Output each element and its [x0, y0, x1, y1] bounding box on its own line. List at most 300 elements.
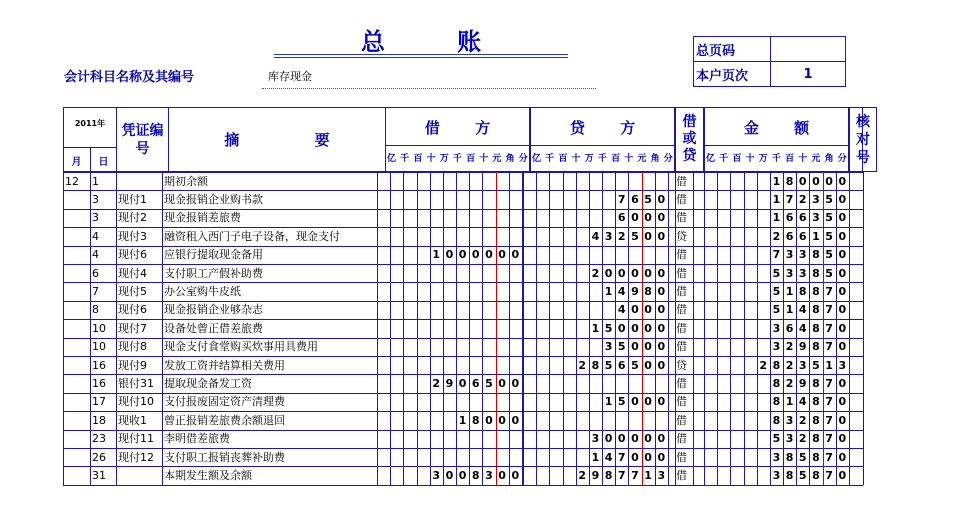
debit-digit: 8 [471, 468, 480, 482]
balance-digit-divider [730, 172, 731, 485]
debit-unit-11: 分 [518, 154, 528, 164]
balance-digit: 5 [825, 266, 833, 280]
row-summary[interactable]: 李明借差旅费 [164, 432, 230, 446]
row-voucher[interactable]: 现收1 [118, 413, 147, 427]
credit-digit: 5 [604, 358, 613, 372]
balance-digit: 5 [825, 248, 833, 262]
row-day[interactable]: 7 [92, 284, 99, 298]
balance-digit: 8 [812, 248, 820, 262]
balance-digit: 0 [838, 192, 847, 206]
balance-digit: 1 [785, 303, 794, 317]
row-summary[interactable]: 现金报销企业够杂志 [164, 303, 263, 317]
debit-digit-divider [443, 172, 444, 485]
total-page-label: 总页码 [694, 37, 771, 62]
credit-digit: 8 [644, 284, 652, 298]
credit-digit-divider [549, 172, 550, 485]
row-summary[interactable]: 支付报废固定资产清理费 [164, 395, 285, 409]
debit-digit: 0 [498, 468, 506, 482]
column-divider [90, 172, 91, 485]
balance-digit: 5 [825, 229, 833, 243]
debit-header-divider [385, 145, 530, 146]
row-direction[interactable]: 借 [676, 413, 687, 427]
credit-digit: 3 [657, 468, 666, 482]
balance-digit: 0 [838, 229, 847, 243]
column-divider [863, 172, 864, 485]
credit-digit: 6 [617, 358, 626, 372]
credit-digit: 3 [604, 229, 613, 243]
credit-digit: 8 [604, 468, 613, 482]
debit-digit-divider [469, 172, 470, 485]
debit-unit-5: 万 [439, 154, 449, 164]
credit-digit: 0 [644, 321, 652, 335]
balance-unit-6: 千 [771, 154, 781, 164]
credit-digit: 0 [604, 266, 613, 280]
balance-digit: 8 [772, 413, 781, 427]
credit-digit: 0 [631, 303, 639, 317]
row-summary[interactable]: 提取现金备发工资 [164, 376, 252, 390]
balance-digit: 5 [825, 211, 833, 225]
credit-header-divider [530, 145, 675, 146]
page-number-box [693, 36, 846, 87]
balance-digit: 0 [838, 284, 847, 298]
row-voucher[interactable]: 现付10 [118, 395, 154, 409]
credit-unit-2: 千 [545, 154, 555, 164]
balance-unit-8: 十 [798, 154, 808, 164]
debit-digit: 6 [471, 376, 480, 390]
debit-digit: 1 [458, 413, 467, 427]
balance-digit: 1 [772, 211, 781, 225]
balance-digit: 8 [812, 413, 820, 427]
balance-digit: 5 [798, 468, 807, 482]
balance-digit: 3 [785, 432, 794, 446]
balance-digit: 0 [838, 248, 847, 262]
balance-digit: 0 [838, 321, 847, 335]
debit-digit: 0 [471, 248, 480, 262]
credit-digit-divider [563, 172, 564, 485]
balance-digit: 3 [785, 248, 794, 262]
row-summary[interactable]: 曾正报销差旅费余额退回 [164, 413, 285, 427]
balance-unit-11: 分 [837, 154, 847, 164]
credit-digit: 0 [657, 321, 666, 335]
credit-digit: 7 [617, 192, 626, 206]
balance-digit: 8 [812, 376, 820, 390]
credit-digit: 9 [591, 468, 600, 482]
balance-digit: 7 [825, 432, 833, 446]
debit-digit: 0 [485, 248, 493, 262]
row-direction[interactable]: 贷 [676, 358, 687, 372]
balance-digit: 7 [825, 284, 833, 298]
row-day[interactable]: 10 [92, 340, 106, 354]
credit-digit: 8 [591, 358, 600, 372]
balance-digit: 3 [772, 340, 781, 354]
balance-digit: 7 [825, 321, 833, 335]
balance-digit: 7 [825, 413, 833, 427]
debit-unit-3: 百 [413, 154, 423, 164]
row-day[interactable]: 3 [92, 192, 99, 206]
row-day[interactable]: 17 [92, 395, 106, 409]
row-summary[interactable]: 设备处曾正借差旅费 [164, 321, 263, 335]
row-summary[interactable]: 现金支付食堂购买炊事用具费用 [164, 340, 318, 354]
row-voucher[interactable]: 现付3 [118, 229, 147, 243]
credit-digit: 1 [604, 284, 613, 298]
balance-digit: 0 [812, 174, 820, 188]
column-divider [116, 172, 117, 485]
balance-digit: 3 [838, 358, 847, 372]
balance-digit: 8 [798, 284, 807, 298]
row-day[interactable]: 3 [92, 211, 99, 225]
credit-digit: 0 [631, 211, 639, 225]
balance-digit-divider [757, 172, 758, 485]
ledger-title: 总 账 [360, 28, 484, 56]
credit-digit: 0 [644, 211, 652, 225]
row-direction[interactable]: 借 [676, 395, 687, 409]
credit-digit: 3 [604, 340, 613, 354]
balance-digit: 5 [798, 450, 807, 464]
credit-digit: 0 [644, 229, 652, 243]
balance-digit: 2 [785, 340, 794, 354]
balance-unit-9: 元 [811, 154, 821, 164]
debit-digit: 3 [485, 468, 493, 482]
title-underline-2 [274, 57, 568, 58]
debit-digit: 5 [485, 376, 493, 390]
row-month[interactable]: 12 [65, 174, 79, 188]
debit-unit-9: 元 [492, 154, 502, 164]
credit-unit-9: 元 [637, 154, 647, 164]
balance-unit-4: 十 [745, 154, 755, 164]
balance-digit: 3 [772, 321, 781, 335]
credit-unit-3: 百 [558, 154, 568, 164]
balance-digit-divider [704, 172, 705, 485]
row-voucher[interactable]: 现付5 [118, 284, 147, 298]
balance-digit-divider [849, 172, 850, 485]
balance-unit-2: 千 [719, 154, 729, 164]
credit-digit: 2 [591, 266, 600, 280]
row-direction[interactable]: 借 [676, 340, 687, 354]
check-header: 核对号 [849, 107, 877, 172]
row-voucher[interactable]: 现付9 [118, 358, 147, 372]
balance-digit: 0 [838, 211, 847, 225]
debit-digit: 2 [432, 376, 441, 390]
balance-digit: 0 [825, 174, 833, 188]
credit-digit-divider [523, 172, 524, 485]
credit-digit: 0 [631, 321, 639, 335]
credit-digit: 9 [631, 284, 639, 298]
credit-unit-7: 百 [611, 154, 621, 164]
balance-digit: 1 [812, 229, 820, 243]
credit-unit-8: 十 [624, 154, 634, 164]
credit-digit: 0 [604, 432, 613, 446]
row-day[interactable]: 23 [92, 432, 106, 446]
balance-digit: 8 [785, 450, 794, 464]
row-summary[interactable]: 办公室购牛皮纸 [164, 284, 241, 298]
balance-header: 金 额 [743, 118, 810, 137]
balance-unit-10: 角 [824, 154, 834, 164]
account-page-label: 本户页次 [694, 62, 771, 87]
row-day[interactable]: 26 [92, 450, 106, 464]
date-header-divider [63, 147, 117, 148]
debit-digit: 0 [498, 413, 506, 427]
title-underline [274, 54, 568, 55]
debit-digit-divider [456, 172, 457, 485]
debit-digit-divider [417, 172, 418, 485]
credit-digit: 7 [617, 468, 626, 482]
balance-digit: 0 [838, 468, 847, 482]
debit-digit: 0 [458, 248, 467, 262]
row-summary[interactable]: 支付职工报销丧葬补助费 [164, 450, 285, 464]
balance-digit: 3 [772, 450, 781, 464]
debit-digit-divider [377, 172, 378, 485]
credit-unit-6: 千 [597, 154, 607, 164]
credit-digit: 5 [644, 192, 652, 206]
balance-digit: 7 [825, 468, 833, 482]
balance-digit: 8 [785, 174, 794, 188]
total-page-value[interactable] [771, 37, 846, 62]
debit-unit-8: 十 [479, 154, 489, 164]
balance-digit: 0 [838, 432, 847, 446]
row-direction[interactable]: 贷 [676, 229, 687, 243]
row-summary[interactable]: 现金报销差旅费 [164, 211, 241, 225]
balance-digit-divider [717, 172, 718, 485]
account-value[interactable]: 库存现金 [268, 70, 312, 83]
balance-unit-3: 百 [732, 154, 742, 164]
balance-digit: 7 [825, 340, 833, 354]
balance-digit: 1 [785, 284, 794, 298]
row-day[interactable]: 10 [92, 321, 106, 335]
balance-digit: 8 [812, 395, 820, 409]
row-divider [63, 485, 863, 486]
debit-digit: 0 [511, 468, 520, 482]
credit-digit-divider [668, 172, 669, 485]
debit-unit-1: 亿 [386, 154, 396, 164]
balance-digit: 0 [838, 340, 847, 354]
debit-digit: 0 [445, 248, 454, 262]
row-day[interactable]: 18 [92, 413, 106, 427]
row-direction[interactable]: 借 [676, 303, 687, 317]
row-day[interactable]: 8 [92, 303, 99, 317]
balance-digit: 2 [798, 432, 807, 446]
credit-digit: 4 [604, 450, 613, 464]
column-divider [693, 172, 694, 485]
row-direction[interactable]: 借 [676, 284, 687, 298]
credit-digit: 0 [657, 395, 666, 409]
row-direction[interactable]: 借 [676, 468, 687, 482]
balance-digit: 7 [785, 192, 794, 206]
credit-digit: 4 [617, 303, 626, 317]
debit-digit: 0 [498, 248, 506, 262]
debit-digit: 8 [471, 413, 480, 427]
account-page-value[interactable]: 1 [771, 62, 846, 87]
row-day[interactable]: 4 [92, 248, 99, 262]
row-summary[interactable]: 融资租入西门子电子设备，现金支付 [164, 229, 340, 243]
balance-digit: 5 [772, 432, 781, 446]
balance-digit: 2 [798, 192, 807, 206]
credit-digit: 3 [591, 432, 600, 446]
row-direction[interactable]: 借 [676, 432, 687, 446]
balance-digit: 2 [772, 229, 781, 243]
debit-digit-divider [403, 172, 404, 485]
row-day[interactable]: 16 [92, 358, 106, 372]
row-direction[interactable]: 借 [676, 192, 687, 206]
debit-digit-divider [482, 172, 483, 485]
balance-digit: 9 [798, 340, 807, 354]
credit-digit: 7 [631, 468, 639, 482]
credit-digit: 0 [657, 192, 666, 206]
debit-unit-2: 千 [400, 154, 410, 164]
credit-digit-divider [576, 172, 577, 485]
row-day[interactable]: 31 [92, 468, 106, 482]
balance-digit: 1 [772, 174, 781, 188]
row-direction[interactable]: 借 [676, 376, 687, 390]
row-day[interactable]: 1 [92, 174, 99, 188]
balance-digit: 5 [772, 284, 781, 298]
credit-digit: 2 [578, 358, 587, 372]
year-header: 2011年 [74, 119, 106, 128]
row-voucher[interactable]: 现付12 [118, 450, 154, 464]
row-day[interactable]: 16 [92, 376, 106, 390]
balance-digit: 6 [785, 229, 794, 243]
credit-digit: 0 [657, 284, 666, 298]
credit-digit: 0 [644, 358, 652, 372]
balance-digit: 0 [798, 174, 807, 188]
row-voucher[interactable]: 现付6 [118, 303, 147, 317]
direction-header: 借或贷 [675, 107, 704, 172]
balance-digit: 8 [812, 432, 820, 446]
credit-digit: 5 [631, 229, 639, 243]
credit-digit: 0 [644, 340, 652, 354]
balance-digit: 8 [812, 303, 820, 317]
row-summary[interactable]: 支付职工产假补助费 [164, 266, 263, 280]
balance-digit: 3 [785, 266, 794, 280]
row-direction[interactable]: 借 [676, 248, 687, 262]
credit-digit: 0 [657, 266, 666, 280]
credit-digit: 0 [644, 395, 652, 409]
balance-digit: 8 [772, 358, 781, 372]
row-voucher[interactable]: 现付8 [118, 340, 147, 354]
debit-digit: 0 [498, 376, 506, 390]
row-direction[interactable]: 借 [676, 450, 687, 464]
balance-digit: 3 [812, 211, 820, 225]
column-divider [162, 172, 163, 485]
balance-digit: 7 [772, 248, 781, 262]
balance-digit: 0 [838, 376, 847, 390]
debit-digit-divider [430, 172, 431, 485]
row-direction[interactable]: 借 [676, 266, 687, 280]
balance-digit: 5 [772, 266, 781, 280]
row-summary[interactable]: 发放工资并结算相关费用 [164, 358, 285, 372]
balance-digit: 4 [798, 321, 807, 335]
balance-digit: 0 [838, 303, 847, 317]
row-voucher[interactable]: 现付1 [118, 192, 147, 206]
credit-digit: 0 [657, 303, 666, 317]
row-voucher[interactable]: 现付11 [118, 432, 154, 446]
debit-digit: 0 [445, 468, 454, 482]
row-summary[interactable]: 现金报销企业购书款 [164, 192, 263, 206]
balance-digit: 9 [798, 376, 807, 390]
credit-digit: 0 [631, 340, 639, 354]
row-summary[interactable]: 应银行提取现金备用 [164, 248, 263, 262]
balance-digit: 4 [798, 395, 807, 409]
debit-digit-divider [496, 172, 497, 485]
account-label: 会计科目名称及其编号 [64, 70, 195, 85]
row-voucher[interactable]: 现付6 [118, 248, 147, 262]
row-direction[interactable]: 借 [676, 321, 687, 335]
balance-digit: 0 [838, 413, 847, 427]
balance-digit: 3 [798, 358, 807, 372]
credit-digit: 7 [617, 450, 626, 464]
day-header: 日 [90, 147, 117, 172]
debit-digit: 0 [511, 376, 520, 390]
row-voucher[interactable]: 现付4 [118, 266, 147, 280]
row-direction[interactable]: 借 [676, 211, 687, 225]
row-voucher[interactable]: 现付7 [118, 321, 147, 335]
credit-digit: 5 [604, 321, 613, 335]
credit-digit: 0 [657, 450, 666, 464]
credit-digit: 0 [657, 358, 666, 372]
debit-unit-4: 十 [426, 154, 436, 164]
balance-unit-7: 百 [785, 154, 795, 164]
balance-digit: 2 [759, 358, 768, 372]
row-day[interactable]: 4 [92, 229, 99, 243]
balance-digit: 8 [812, 468, 820, 482]
balance-digit: 2 [798, 413, 807, 427]
balance-digit: 8 [812, 450, 820, 464]
balance-digit: 6 [785, 211, 794, 225]
debit-digit-divider [509, 172, 510, 485]
balance-digit: 8 [812, 321, 820, 335]
credit-digit: 4 [591, 229, 600, 243]
balance-digit: 8 [772, 376, 781, 390]
balance-digit: 3 [785, 413, 794, 427]
debit-unit-10: 角 [505, 154, 515, 164]
credit-digit: 0 [657, 211, 666, 225]
balance-digit: 3 [798, 266, 807, 280]
balance-digit: 7 [825, 395, 833, 409]
row-summary[interactable]: 期初余额 [164, 174, 208, 188]
debit-header: 借 方 [424, 118, 491, 137]
row-summary[interactable]: 本期发生额及余额 [164, 468, 252, 482]
balance-digit: 3 [772, 468, 781, 482]
balance-digit: 2 [785, 376, 794, 390]
credit-digit: 2 [578, 468, 587, 482]
balance-header-divider [704, 145, 849, 146]
balance-unit-5: 万 [758, 154, 768, 164]
month-header: 月 [63, 147, 91, 172]
credit-digit: 0 [657, 229, 666, 243]
balance-digit: 6 [785, 321, 794, 335]
balance-digit: 0 [838, 266, 847, 280]
credit-digit: 1 [591, 450, 600, 464]
debit-digit-divider [390, 172, 391, 485]
credit-digit: 2 [617, 229, 626, 243]
balance-digit: 7 [825, 303, 833, 317]
row-day[interactable]: 6 [92, 266, 99, 280]
credit-digit: 0 [631, 432, 639, 446]
account-underline [262, 88, 596, 89]
credit-digit: 1 [644, 468, 652, 482]
row-voucher[interactable]: 银付31 [118, 376, 154, 390]
credit-digit: 1 [591, 321, 600, 335]
debit-unit-6: 千 [452, 154, 462, 164]
balance-digit: 7 [825, 376, 833, 390]
balance-digit: 1 [772, 192, 781, 206]
row-voucher[interactable]: 现付2 [118, 211, 147, 225]
credit-header: 贷 方 [569, 118, 636, 137]
credit-digit: 5 [631, 358, 639, 372]
balance-digit: 3 [798, 248, 807, 262]
credit-digit: 5 [617, 395, 626, 409]
row-direction[interactable]: 借 [676, 174, 687, 188]
balance-digit: 8 [772, 395, 781, 409]
